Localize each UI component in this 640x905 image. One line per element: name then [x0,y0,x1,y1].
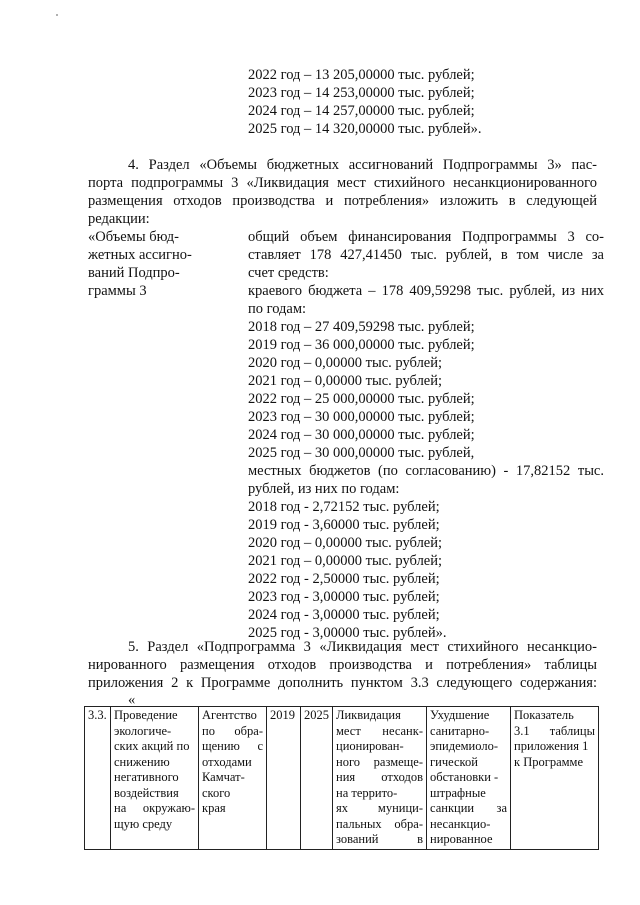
year-line: 2023 год – 14 253,00000 тыс. рублей; [248,85,475,101]
program-table [84,706,599,850]
label-line: граммы 3 [88,283,147,299]
continuation-year-list [248,66,608,138]
funding-line: 2021 год – 0,00000 тыс. рублей; [248,373,443,389]
funding-line: 2023 год - 3,00000 тыс. рублей; [248,589,440,605]
corner-mark [56,14,58,16]
paragraph-line: 5. Раздел «Подпрограмма 3 «Ликвидация мест стихийного несанкцио- [128,639,597,655]
paragraph-line: приложения 2 к Программе дополнить пунктом 3.3 следующего содержания: [88,675,597,691]
paragraph-line: размещения отходов производства и потребления» изложить в следующей [88,193,597,209]
funding-line: 2024 год - 3,00000 тыс. рублей; [248,607,440,623]
funding-line: 2019 год – 36 000,00000 тыс. рублей; [248,337,475,353]
funding-line: 2020 год – 0,00000 тыс. рублей; [248,535,443,551]
funding-line: общий объем финансирования Подпрограммы 3 со- [248,229,604,245]
paragraph-line: редакции: [88,211,150,227]
funding-line: 2022 год – 25 000,00000 тыс. рублей; [248,391,475,407]
funding-line: местных бюджетов (по согласованию) - 17,82152 тыс. [248,463,604,479]
funding-line: 2024 год – 30 000,00000 тыс. рублей; [248,427,475,443]
label-line: ваний Подпро- [88,265,180,281]
cell-indicator: Показатель 3.1 таблицы приложения 1 к Программе [511,707,599,850]
funding-line: 2019 год - 3,60000 тыс. рублей; [248,517,440,533]
funding-line: 2022 год - 2,50000 тыс. рублей; [248,571,440,587]
funding-label [88,228,218,300]
year-line: 2024 год – 14 257,00000 тыс. рублей; [248,103,475,119]
year-line: 2022 год – 13 205,00000 тыс. рублей; [248,67,475,83]
paragraph-line: порта подпрограммы 3 «Ликвидация мест стихийного несанкционированного [88,175,597,191]
funding-line: ставляет 178 427,41450 тыс. рублей, в том числе за [248,247,604,263]
cell-year-start: 2019 [267,707,301,850]
funding-line: 2025 год - 3,00000 тыс. рублей». [248,625,447,641]
label-line: «Объемы бюд- [88,229,179,245]
funding-line: 2018 год – 27 409,59298 тыс. рублей; [248,319,475,335]
opening-quote: « [128,692,136,708]
funding-line: 2021 год – 0,00000 тыс. рублей; [248,553,443,569]
table-row [85,707,599,850]
paragraph-line: нированного размещения отходов производства и потребления» таблицы [88,657,597,673]
label-line: жетных ассигно- [88,247,192,263]
funding-details [248,228,604,642]
funding-line: по годам: [248,301,307,317]
year-line: 2025 год – 14 320,00000 тыс. рублей». [248,121,482,137]
paragraph-5 [88,638,597,692]
cell-number: 3.3. [85,707,111,850]
funding-line: 2025 год – 30 000,00000 тыс. рублей, [248,445,475,461]
cell-event: Проведение экологиче- ских акций по снижению негативного воздействия на окружаю- щую среду [111,707,199,850]
funding-line: 2018 год - 2,72152 тыс. рублей; [248,499,440,515]
funding-line: краевого бюджета – 178 409,59298 тыс. рублей, из них [248,283,604,299]
funding-line: рублей, из них по годам: [248,481,400,497]
funding-line: 2023 год – 30 000,00000 тыс. рублей; [248,409,475,425]
paragraph-4 [88,156,597,228]
cell-year-end: 2025 [301,707,333,850]
funding-line: 2020 год – 0,00000 тыс. рублей; [248,355,443,371]
funding-line: счет средств: [248,265,329,281]
cell-executor: Агентство по обра- щению с отходами Камчат- ского края [199,707,267,850]
cell-result: Ликвидация мест несанк- ционирован- ного размеще- ния отходов на террито- ях муници- пальных обра- зований в [333,707,427,850]
cell-consequences: Ухудшение санитарно- эпидемиоло- гической обстановки - штрафные санкции за несанкцио- нированное [427,707,511,850]
paragraph-line: 4. Раздел «Объемы бюджетных ассигнований Подпрограммы 3» пас- [128,157,597,173]
